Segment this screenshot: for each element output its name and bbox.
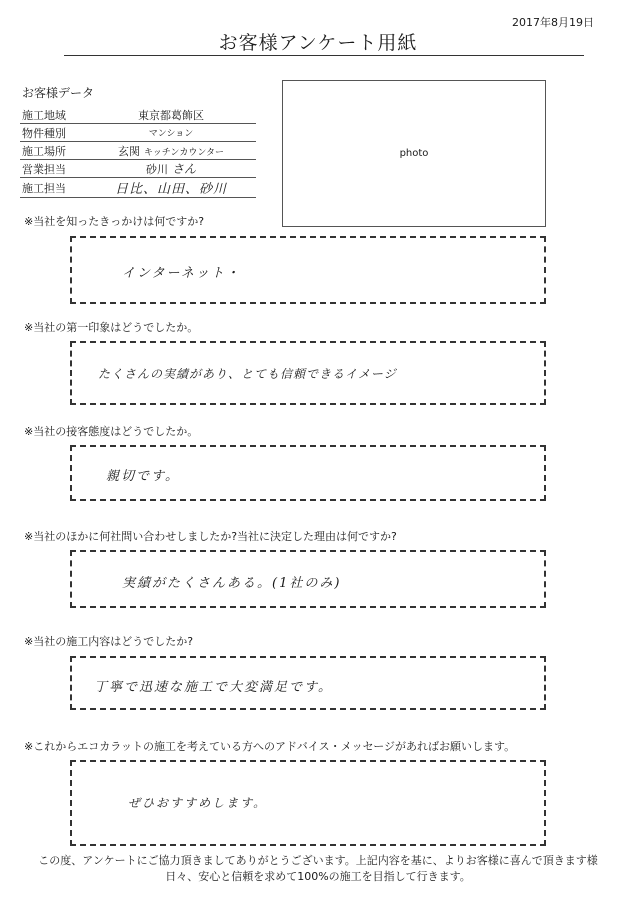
row-value-text: マンション — [148, 129, 194, 139]
question-6: ※これからエコカラットの施工を考えている方へのアドバイス・メッセージがあればお願いします。 — [24, 740, 516, 753]
answer-box-1 — [70, 236, 546, 304]
photo-label: photo — [399, 148, 429, 159]
customer-row-location — [20, 142, 256, 160]
answer-box-4 — [70, 550, 546, 608]
answer-box-2 — [70, 341, 546, 405]
answer-3: 親切です。 — [106, 469, 180, 484]
row-label: 物件種別 — [20, 124, 86, 142]
question-1: ※当社を知ったきっかけは何ですか? — [24, 215, 205, 228]
question-2: ※当社の第一印象はどうでしたか。 — [24, 321, 199, 334]
customer-row-property-type — [20, 124, 256, 142]
row-value-text: 玄関 — [117, 144, 140, 158]
row-label: 施工地域 — [20, 106, 86, 124]
answer-5: 丁寧で迅速な施工で大変満足です。 — [94, 680, 333, 695]
customer-data-heading: お客様データ — [22, 86, 95, 100]
row-label: 施工場所 — [20, 142, 86, 160]
row-value-text: 砂川 — [145, 163, 168, 176]
answer-4: 実績がたくさんある。(1社のみ) — [122, 576, 342, 591]
customer-row-region — [20, 106, 256, 124]
question-5: ※当社の施工内容はどうでしたか? — [24, 635, 194, 648]
footer-line-2: 日々、安心と信頼を求めて100%の施工を目指して行きます。 — [165, 870, 471, 883]
row-value-extra: さん — [171, 162, 196, 176]
row-value: 東京都葛飾区 — [86, 106, 256, 124]
customer-data-table — [20, 106, 256, 198]
survey-date: 2017年8月19日 — [512, 16, 594, 29]
photo-placeholder — [282, 80, 546, 227]
answer-2: たくさんの実績があり、とても信頼できるイメージ — [98, 367, 397, 381]
row-label: 営業担当 — [20, 160, 86, 178]
answer-box-6 — [70, 760, 546, 846]
row-value — [86, 142, 256, 160]
row-value: 日比、山田、砂川 — [86, 178, 256, 198]
answer-1: インターネット・ — [122, 266, 241, 281]
question-3: ※当社の接客態度はどうでしたか。 — [24, 425, 199, 438]
row-label: 施工担当 — [20, 178, 86, 198]
row-value — [86, 160, 256, 178]
answer-box-5 — [70, 656, 546, 710]
footer-line-1: この度、アンケートにご協力頂きましてありがとうございます。上記内容を基に、よりお客様に喜んで頂きます様 — [38, 854, 598, 867]
customer-row-installer — [20, 178, 256, 198]
answer-box-3 — [70, 445, 546, 501]
question-4: ※当社のほかに何社問い合わせしましたか?当社に決定した理由は何ですか? — [24, 530, 397, 543]
row-value-extra: キッチンカウンター — [143, 147, 224, 158]
title-underline — [64, 55, 584, 56]
row-value — [86, 124, 256, 142]
customer-row-sales — [20, 160, 256, 178]
answer-6: ぜひおすすめします。 — [128, 796, 268, 810]
page-title: お客様アンケート用紙 — [218, 32, 418, 54]
